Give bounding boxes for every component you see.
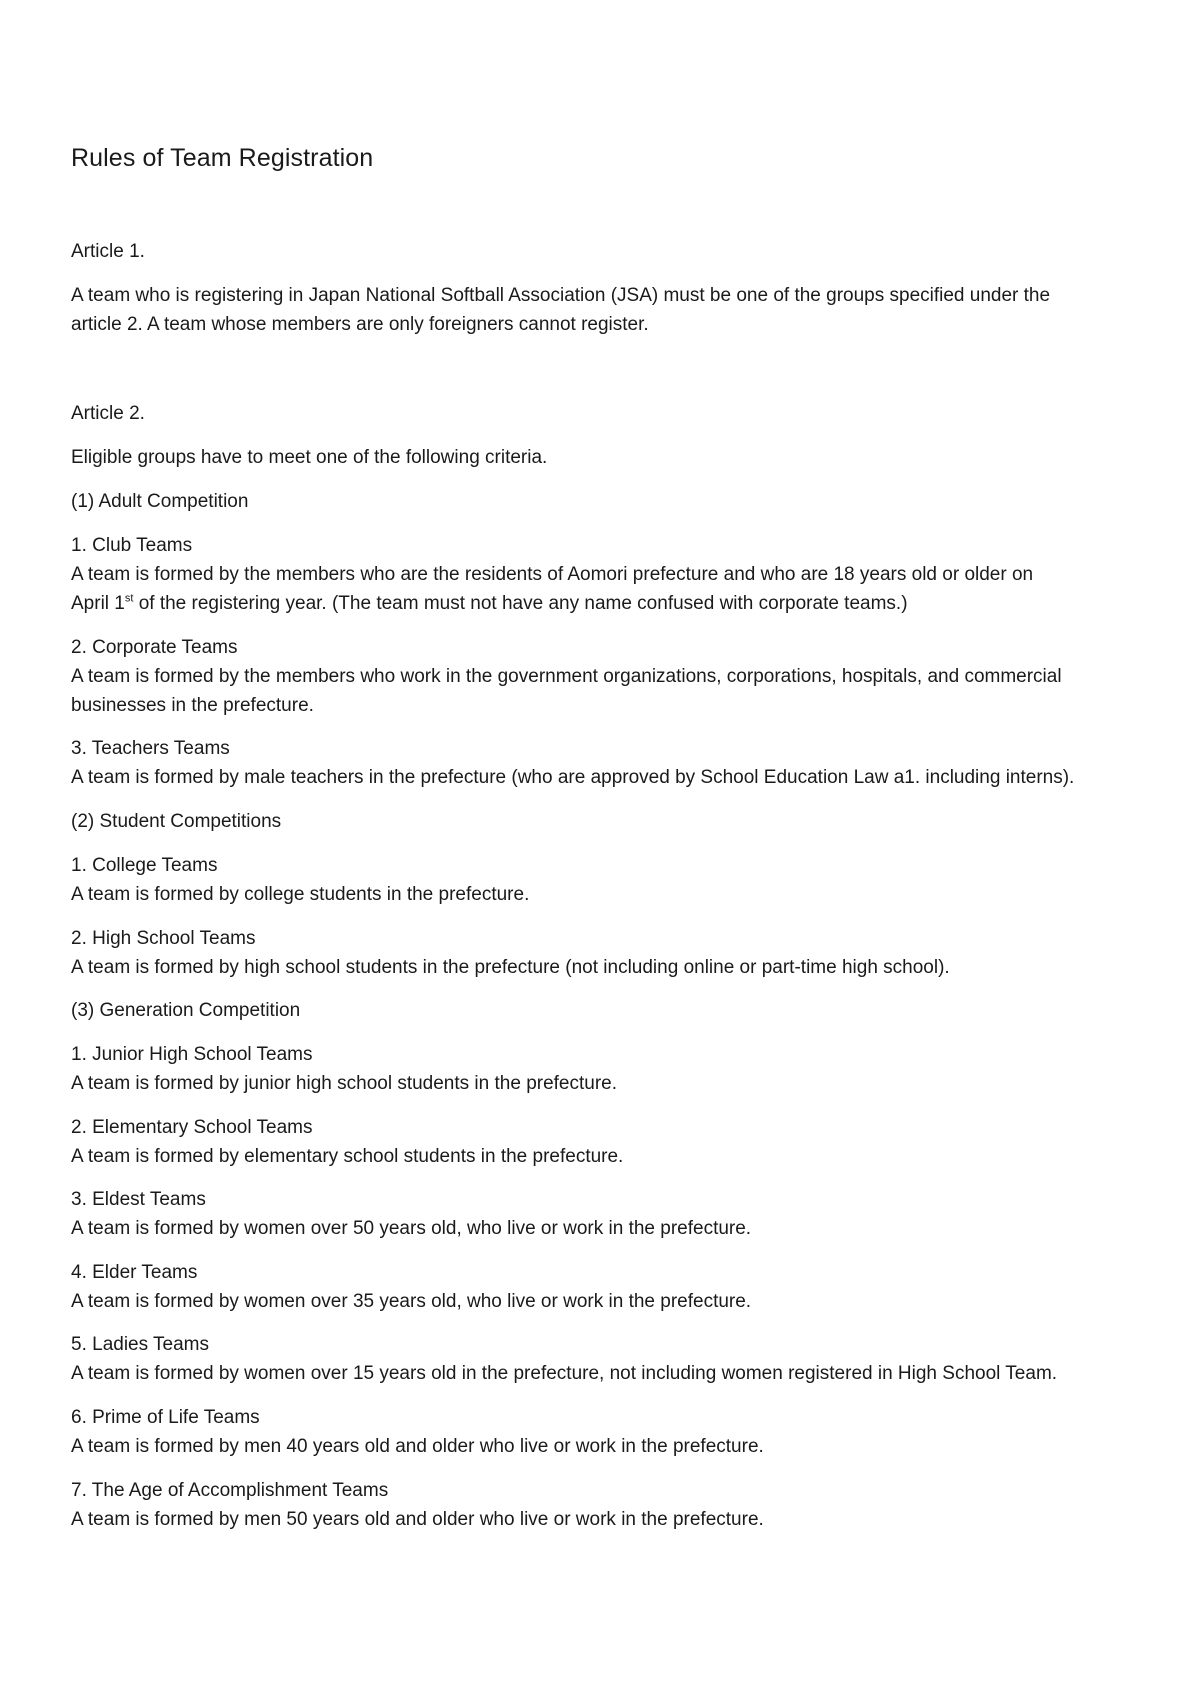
article-2-intro: Eligible groups have to meet one of the following criteria. [71,447,548,468]
club-teams-line-2-rest: of the registering year. (The team must not have any name confused with corporate teams.) [133,593,908,614]
teachers-teams-line-1: A team is formed by male teachers in the prefecture (who are approved by School Education Law a1. including interns). [71,767,1075,788]
generation-item [71,1185,1141,1243]
corporate-teams-line-1: A team is formed by the members who work in the government organizations, corporations, hospitals, and commercial [71,666,1062,687]
generation-item-title: 2. Elementary School Teams [71,1117,313,1138]
teachers-teams-item [71,734,1141,792]
generation-item-title: 1. Junior High School Teams [71,1044,313,1065]
article-2-heading: Article 2. [71,403,145,424]
article-1-line-2: article 2. A team whose members are only foreigners cannot register. [71,314,649,335]
generation-item [71,1113,1141,1171]
high-school-teams-line-1: A team is formed by high school students in the prefecture (not including online or part-time high school). [71,957,950,978]
generation-item [71,1476,1141,1534]
teachers-teams-title: 3. Teachers Teams [71,738,230,759]
generation-item-title: 7. The Age of Accomplishment Teams [71,1480,389,1501]
college-teams-line-1: A team is formed by college students in the prefecture. [71,884,530,905]
generation-item [71,1258,1141,1316]
adult-competition-heading: (1) Adult Competition [71,491,249,512]
college-teams-item [71,851,1141,909]
college-teams-title: 1. College Teams [71,855,218,876]
generation-item-title: 4. Elder Teams [71,1262,198,1283]
club-teams-line-1: A team is formed by the members who are the residents of Aomori prefecture and who are 18 years old or older on [71,564,1034,585]
club-teams-date: April 1 [71,593,125,614]
club-teams-date-suffix: st [124,592,134,605]
generation-item-line: A team is formed by women over 50 years old, who live or work in the prefecture. [71,1218,752,1239]
generation-item-line: A team is formed by women over 35 years old, who live or work in the prefecture. [71,1291,752,1312]
generation-item-line: A team is formed by men 40 years old and older who live or work in the prefecture. [71,1436,764,1457]
student-competitions-heading: (2) Student Competitions [71,811,282,832]
generation-competition-heading: (3) Generation Competition [71,1000,301,1021]
high-school-teams-title: 2. High School Teams [71,928,256,949]
page-title: Rules of Team Registration [71,144,374,172]
article-1-heading: Article 1. [71,241,145,262]
generation-item-line: A team is formed by elementary school students in the prefecture. [71,1146,624,1167]
article-1-line-1: A team who is registering in Japan National Softball Association (JSA) must be one of the groups specified under the [71,285,1051,306]
generation-item [71,1330,1141,1388]
club-teams-title: 1. Club Teams [71,535,193,556]
corporate-teams-title: 2. Corporate Teams [71,637,238,658]
generation-item [71,1403,1141,1461]
generation-item [71,1040,1141,1098]
generation-item-title: 5. Ladies Teams [71,1334,210,1355]
corporate-teams-line-2: businesses in the prefecture. [71,695,314,716]
article-1-body [71,281,1141,339]
high-school-teams-item [71,924,1141,982]
generation-item-title: 3. Eldest Teams [71,1189,206,1210]
generation-item-line: A team is formed by junior high school students in the prefecture. [71,1073,618,1094]
corporate-teams-item [71,633,1141,720]
generation-item-line: A team is formed by men 50 years old and older who live or work in the prefecture. [71,1509,764,1530]
club-teams-line-2 [71,589,1141,618]
generation-item-title: 6. Prime of Life Teams [71,1407,260,1428]
generation-item-line: A team is formed by women over 15 years old in the prefecture, not including women registered in High School Team. [71,1363,1058,1384]
club-teams-item [71,531,1141,618]
